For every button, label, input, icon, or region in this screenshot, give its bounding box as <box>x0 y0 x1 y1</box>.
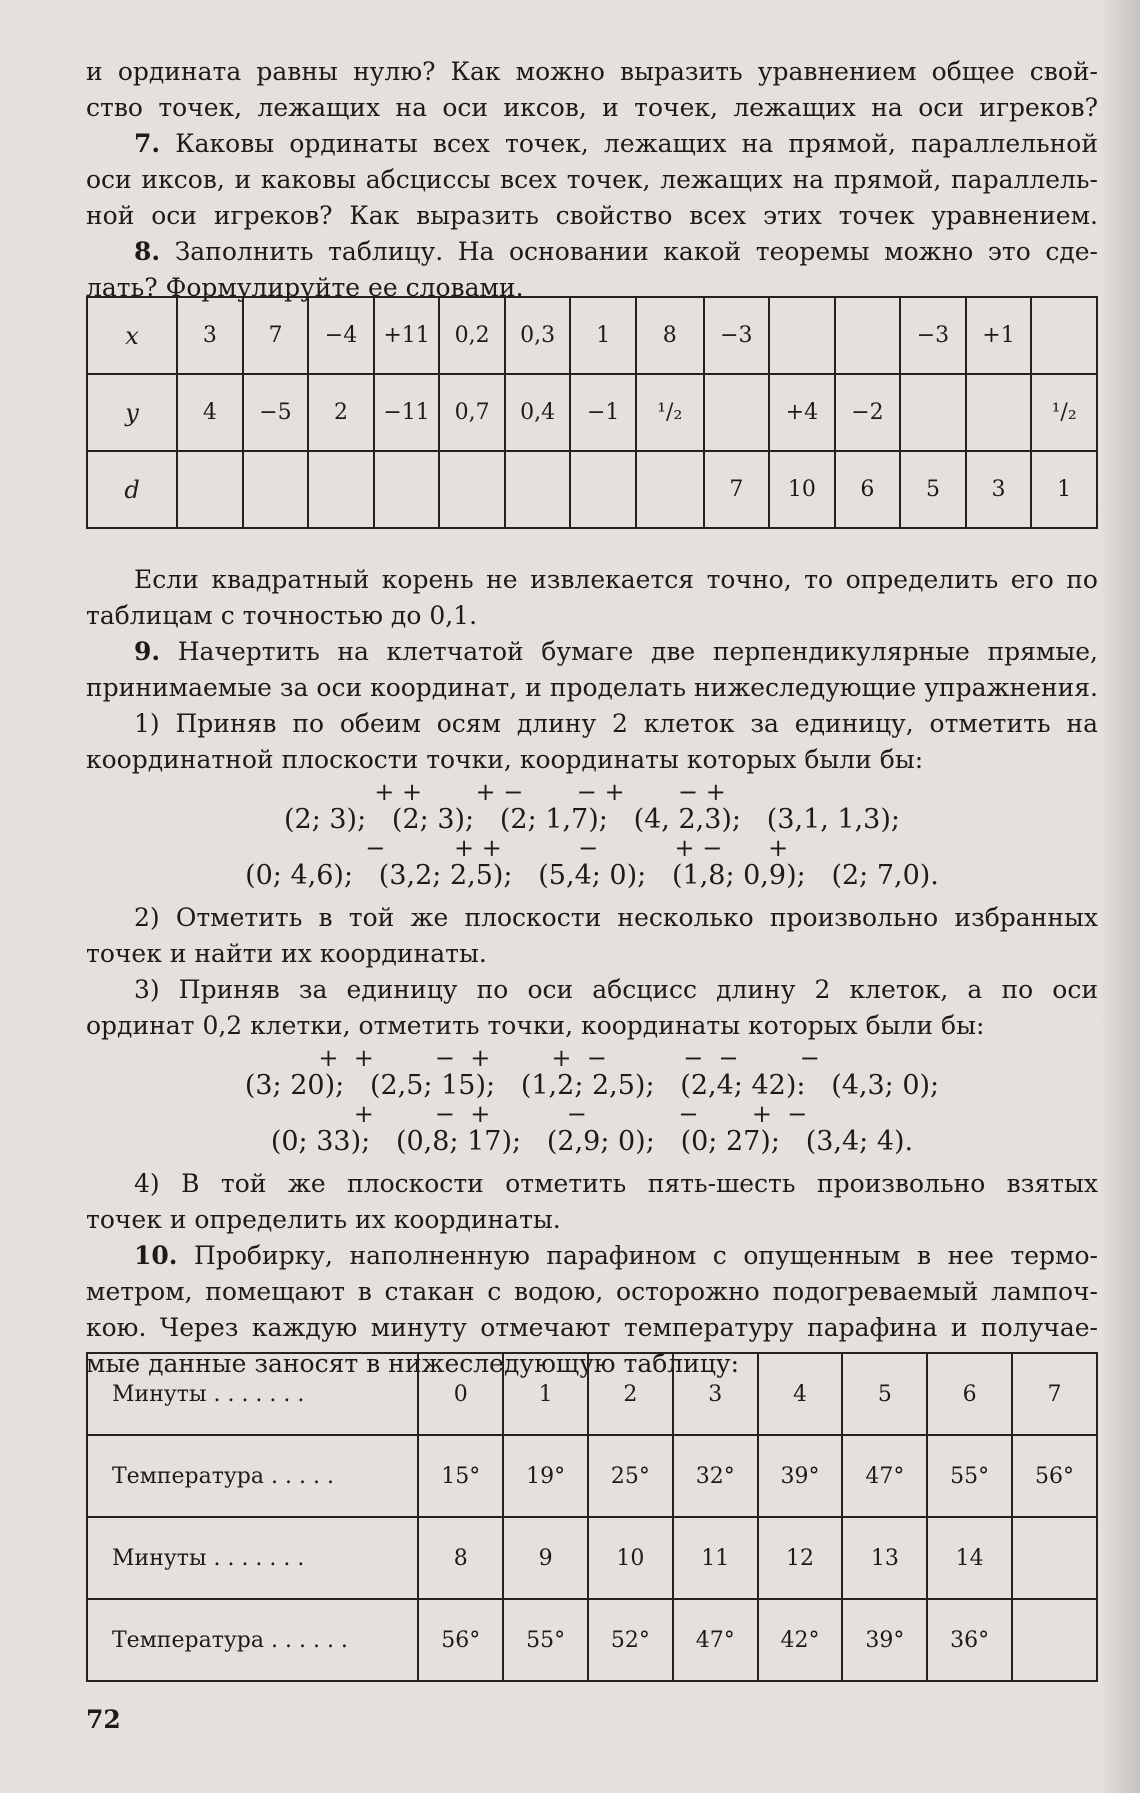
sign-marks: + + + − − + − + <box>374 778 810 806</box>
table-cell: 42° <box>758 1599 843 1681</box>
table-cell: −1 <box>570 374 636 451</box>
table-cell: 25° <box>588 1435 673 1517</box>
table-cell: −4 <box>308 297 374 374</box>
item-3-line: ординат 0,2 клетки, отметить точки, координаты которых были бы: <box>86 1011 985 1040</box>
table-cell: 15° <box>418 1435 503 1517</box>
text-middle <box>86 562 1098 1382</box>
table-cell: 8 <box>636 297 704 374</box>
table-cell: 4 <box>758 1353 843 1435</box>
table-row <box>87 297 1097 374</box>
table-cell: +11 <box>374 297 440 374</box>
item-1-line: координатной плоскости точки, координаты которых были бы: <box>86 745 924 774</box>
table-cell: 3 <box>177 297 243 374</box>
row-label: x <box>87 297 177 374</box>
table-cell: 0,2 <box>439 297 505 374</box>
coordinates-set-3 <box>86 1044 1098 1160</box>
exercise-number: 8. <box>134 237 161 266</box>
coordinate-list: (2; 3); (2; 3); (2; 1,7); (4, 2,3); (3,1, 1,3); <box>283 804 900 835</box>
table-cell <box>439 451 505 528</box>
table-cell: 14 <box>927 1517 1012 1599</box>
page-number: 72 <box>86 1705 121 1734</box>
table-cell <box>1012 1599 1097 1681</box>
table-cell: 5 <box>842 1353 927 1435</box>
note-line: таблицам с точностью до 0,1. <box>86 601 478 630</box>
table-cell: −3 <box>704 297 770 374</box>
row-label: y <box>87 374 177 451</box>
exercise-10-line <box>86 1238 1098 1274</box>
table-cell: 56° <box>418 1599 503 1681</box>
table-cell <box>966 374 1032 451</box>
table-cell: 7 <box>704 451 770 528</box>
table-cell: 52° <box>588 1599 673 1681</box>
exercise-9-line: принимаемые за оси координат, и проделать нижеследующие упражнения. <box>86 673 1098 702</box>
coordinate-list: (0; 4,6); (3,2; 2,5); (5,4; 0); (1,8; 0,9); (2; 7,0). <box>245 860 939 891</box>
row-label: Температура . . . . . . <box>87 1599 418 1681</box>
exercise-number: 7. <box>134 129 161 158</box>
table-cell: 13 <box>842 1517 927 1599</box>
table-cell: 0,7 <box>439 374 505 451</box>
exercise-7-line: оси иксов, и каковы абсциссы всех точек, лежащих на прямой, параллель- <box>86 165 1098 194</box>
table-cell <box>243 451 309 528</box>
exercise-8-line: лать? Формулируйте ее словами. <box>86 273 524 302</box>
sign-marks: − + + − + − + <box>365 834 819 862</box>
table-cell: 9 <box>503 1517 588 1599</box>
exercise-text: Пробирку, наполненную парафином с опущенным в нее термо- <box>194 1241 1098 1270</box>
table-cell <box>505 451 571 528</box>
table-cell: 11 <box>673 1517 758 1599</box>
item-1-line: 1) Приняв по обеим осям длину 2 клеток за единицу, отметить на <box>134 709 1098 738</box>
table-cell: 0 <box>418 1353 503 1435</box>
exercise-10-line: кою. Через каждую минуту отмечают температуру парафина и получае- <box>86 1313 1098 1342</box>
table-cell: −2 <box>835 374 901 451</box>
item-4-line: 4) В той же плоскости отметить пять-шесть произвольно взятых <box>134 1169 1098 1198</box>
exercise-10-line: метром, помещают в стакан с водою, осторожно подогреваемый лампоч- <box>86 1277 1098 1306</box>
table-cell: 2 <box>588 1353 673 1435</box>
exercise-7-line <box>86 126 1098 162</box>
temperature-table <box>86 1352 1098 1682</box>
table-cell: 12 <box>758 1517 843 1599</box>
table-cell: 19° <box>503 1435 588 1517</box>
table-cell: 32° <box>673 1435 758 1517</box>
exercise-text: Каковы ординаты всех точек, лежащих на прямой, параллельной <box>175 129 1098 158</box>
table-cell <box>1031 297 1097 374</box>
table-cell <box>900 374 966 451</box>
exercise-8-line <box>86 234 1098 270</box>
exercise-text: Заполнить таблицу. На основании какой теоремы можно это сде- <box>174 237 1098 266</box>
row-label: Температура . . . . . <box>87 1435 418 1517</box>
table-cell <box>704 374 770 451</box>
table-cell: 10 <box>588 1517 673 1599</box>
table-cell: 0,3 <box>505 297 571 374</box>
note-line: Если квадратный корень не извлекается точно, то определить его по <box>134 565 1098 594</box>
table-cell: 4 <box>177 374 243 451</box>
item-2-line: 2) Отметить в той же плоскости несколько произвольно избранных <box>134 903 1098 932</box>
item-3-line: 3) Приняв за единицу по оси абсцисс длину 2 клеток, а по оси <box>134 975 1098 1004</box>
table-cell <box>1012 1517 1097 1599</box>
table-cell: 56° <box>1012 1435 1097 1517</box>
table-cell: ¹/₂ <box>1031 374 1097 451</box>
table-cell: 7 <box>243 297 309 374</box>
table-cell: −3 <box>900 297 966 374</box>
table-cell: 6 <box>927 1353 1012 1435</box>
table-cell: 6 <box>835 451 901 528</box>
table-cell: 2 <box>308 374 374 451</box>
table-cell: 39° <box>842 1599 927 1681</box>
table-cell: 7 <box>1012 1353 1097 1435</box>
text-top <box>86 54 1098 306</box>
table-cell <box>374 451 440 528</box>
table-row <box>87 1353 1097 1435</box>
table-cell <box>636 451 704 528</box>
exercise-text: Начертить на клетчатой бумаге две перпендикулярные прямые, <box>177 637 1098 666</box>
sign-marks: + + − + + − − − − <box>318 1044 866 1072</box>
table-cell: 1 <box>570 297 636 374</box>
table-cell: 39° <box>758 1435 843 1517</box>
table-cell: +1 <box>966 297 1032 374</box>
page-edge-shadow <box>1100 0 1140 1793</box>
coordinate-table <box>86 296 1098 529</box>
table-cell: 1 <box>1031 451 1097 528</box>
item-2-line: точек и найти их координаты. <box>86 939 487 968</box>
row-label: Минуты . . . . . . . <box>87 1517 418 1599</box>
table-cell: −11 <box>374 374 440 451</box>
exercise-number: 9. <box>134 637 161 666</box>
table-row <box>87 1435 1097 1517</box>
table-cell <box>177 451 243 528</box>
table-cell: 3 <box>966 451 1032 528</box>
table-cell <box>308 451 374 528</box>
table-cell: 1 <box>503 1353 588 1435</box>
table-cell: 10 <box>769 451 835 528</box>
coordinate-list: (0; 33); (0,8; 17); (2,9; 0); (0; 27); (3,4; 4). <box>270 1126 914 1157</box>
exercise-7-line: ной оси игреков? Как выразить свойство всех этих точек уравнением. <box>86 201 1098 230</box>
table-cell: 47° <box>842 1435 927 1517</box>
table-row <box>87 1517 1097 1599</box>
coordinate-list: (3; 20); (2,5; 15); (1,2; 2,5); (2,4; 42): (4,3; 0); <box>244 1070 940 1101</box>
exercise-number: 10. <box>134 1241 178 1270</box>
table-row <box>87 374 1097 451</box>
table-row <box>87 451 1097 528</box>
table-cell <box>769 297 835 374</box>
table-cell <box>570 451 636 528</box>
text-line: ство точек, лежащих на оси иксов, и точек, лежащих на оси игреков? <box>86 93 1098 122</box>
table-cell: 3 <box>673 1353 758 1435</box>
table-cell <box>835 297 901 374</box>
row-label: Минуты . . . . . . . <box>87 1353 418 1435</box>
text-line: и ордината равны нулю? Как можно выразить уравнением общее свой- <box>86 57 1098 86</box>
exercise-9-line <box>86 634 1098 670</box>
table-cell: 5 <box>900 451 966 528</box>
sign-marks: + − + − − + − <box>353 1100 831 1128</box>
table-cell: 55° <box>503 1599 588 1681</box>
item-4-line: точек и определить их координаты. <box>86 1205 561 1234</box>
table-cell: −5 <box>243 374 309 451</box>
table-cell: ¹/₂ <box>636 374 704 451</box>
table-cell: 8 <box>418 1517 503 1599</box>
table-cell: 55° <box>927 1435 1012 1517</box>
row-label: d <box>87 451 177 528</box>
table-cell: 36° <box>927 1599 1012 1681</box>
coordinates-set-1 <box>86 778 1098 894</box>
exercise-10-line: мые данные заносят в нижеследующую таблицу: <box>86 1349 740 1378</box>
table-cell: 0,4 <box>505 374 571 451</box>
table-cell: 47° <box>673 1599 758 1681</box>
table-row <box>87 1599 1097 1681</box>
table-cell: +4 <box>769 374 835 451</box>
